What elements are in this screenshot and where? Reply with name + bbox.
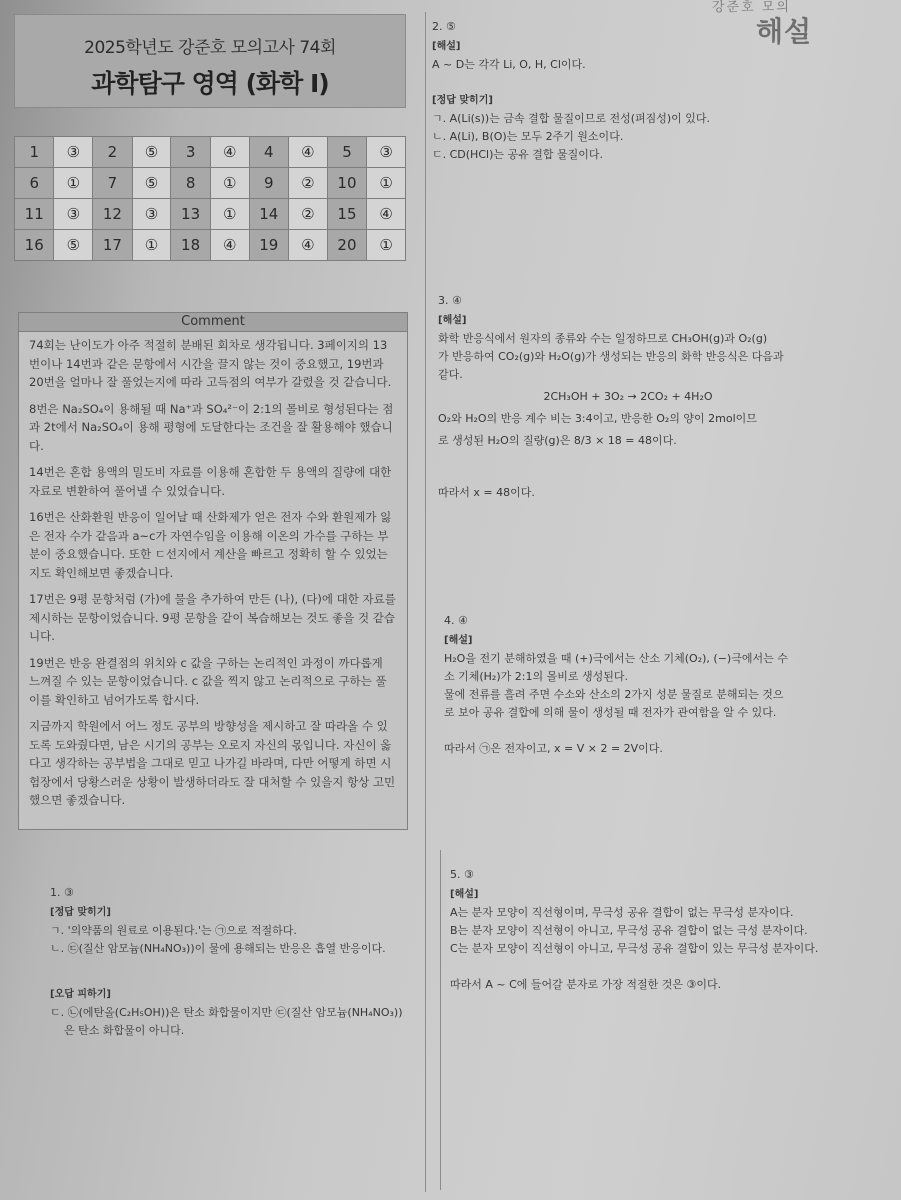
solution-line: 로 보아 공유 결합에 의해 물이 생성될 때 전자가 관여함을 알 수 있다.	[444, 706, 777, 719]
solution-line: A ~ D는 각각 Li, O, H, Cl이다.	[432, 58, 586, 71]
solution-conclusion: 따라서 A ~ C에 들어갈 분자로 가장 적절한 것은 ③이다.	[450, 978, 722, 991]
solution-number: 5. ③	[450, 868, 474, 881]
solution-line: A는 분자 모양이 직선형이며, 무극성 공유 결합이 없는 무극성 분자이다.	[450, 906, 794, 919]
subject-title: 과학탐구 영역 (화학 I)	[91, 69, 329, 98]
question-number-cell: 4	[249, 137, 288, 168]
solution-line: 소 기체(H₂)가 2:1의 몰비로 생성된다.	[444, 670, 628, 683]
answer-cell: ③	[132, 199, 171, 230]
answer-cell: ①	[210, 168, 249, 199]
answer-cell: ④	[367, 199, 406, 230]
comment-paragraph: 19번은 반응 완결점의 위치와 c 값을 구하는 논리적인 과정이 까다롭게 느껴질 수 있는 문항이었습니다. c 값을 찍지 않고 논리적으로 구하는 풀이를 확인하고 넘어가도록 합시다.	[29, 655, 387, 707]
question-number-cell: 12	[93, 199, 132, 230]
answer-cell: ③	[54, 137, 93, 168]
solution-conclusion: 따라서 x = 48이다.	[438, 486, 535, 499]
comment-title: Comment	[19, 313, 407, 332]
answer-cell: ①	[210, 199, 249, 230]
answer-cell: ①	[367, 230, 406, 261]
question-number-cell: 9	[249, 168, 288, 199]
answer-row	[15, 230, 406, 261]
solution-line: 은 탄소 화합물이 아니다.	[50, 1024, 185, 1037]
solution-line: 물에 전류를 흘려 주면 수소와 산소의 2가지 성분 물질로 분해되는 것으	[444, 688, 784, 701]
question-number-cell: 2	[93, 137, 132, 168]
solution-4	[444, 612, 824, 758]
solution-number: 4. ④	[444, 614, 468, 627]
question-number-cell: 14	[249, 199, 288, 230]
comment-paragraph: 14번은 혼합 용액의 밀도비 자료를 이용해 혼합한 두 용액의 질량에 대한 자료로 변환하여 풀어낼 수 있었습니다.	[29, 465, 392, 498]
solution-1	[50, 884, 420, 1040]
answer-cell: ⑤	[54, 230, 93, 261]
question-number-cell: 3	[171, 137, 210, 168]
exam-title: 2025학년도 강준호 모의고사 74회	[84, 38, 336, 58]
solution-line: ㄱ. '의약품의 원료로 이용된다.'는 ㉠으로 적절하다.	[50, 924, 297, 937]
question-number-cell: 6	[15, 168, 54, 199]
comment-paragraph: 지금까지 학원에서 어느 정도 공부의 방향성을 제시하고 잘 따라올 수 있도록 도와줬다면, 남은 시기의 공부는 오로지 자신의 몫입니다. 자신이 옳다고 생각하는 공부법을 그대로 믿고 나가길 바라며, 다만 어떻게 하면 시험장에서 당황스러운 상황이 발생하더라도 잘 대처할 수 있을지 항상 고민했으면 좋겠습니다.	[29, 719, 396, 807]
solution-line: 가 반응하여 CO₂(g)와 H₂O(g)가 생성되는 반응의 화학 반응식은 다음과	[438, 350, 784, 363]
solution-number: 3. ④	[438, 294, 462, 307]
left-column	[14, 14, 406, 261]
solution-line: ㄷ. CD(HCl)는 공유 결합 물질이다.	[432, 148, 603, 161]
question-number-cell: 15	[327, 199, 366, 230]
solution-conclusion: 따라서 ㉠은 전자이고, x = V × 2 = 2V이다.	[444, 742, 663, 755]
question-number-cell: 19	[249, 230, 288, 261]
answer-cell: ④	[289, 137, 328, 168]
question-number-cell: 1	[15, 137, 54, 168]
answer-cell: ③	[367, 137, 406, 168]
solution-2	[432, 18, 752, 164]
brand-subtitle: 강준호 모의	[712, 0, 791, 15]
solution-line: B는 분자 모양이 직선형이 아니고, 무극성 공유 결합이 없는 극성 분자이다.	[450, 924, 808, 937]
answer-row	[15, 199, 406, 230]
question-number-cell: 10	[327, 168, 366, 199]
question-number-cell: 17	[93, 230, 132, 261]
answer-cell: ①	[367, 168, 406, 199]
solution-line: ㄴ. ㉢(질산 암모늄(NH₄NO₃))이 물에 용해되는 반응은 흡열 반응이다.	[50, 942, 386, 955]
exam-header	[14, 14, 406, 108]
comment-paragraph: 74회는 난이도가 아주 적절히 분배된 회차로 생각됩니다. 3페이지의 13번이나 14번과 같은 문항에서 시간을 끌지 않는 것이 중요했고, 19번과 20번을 얼마나 잘 풀었는지에 따라 고득점의 여부가 갈렸을 것 같습니다.	[29, 338, 392, 389]
question-number-cell: 18	[171, 230, 210, 261]
question-number-cell: 20	[327, 230, 366, 261]
comment-paragraph: 8번은 Na₂SO₄이 용해될 때 Na⁺과 SO₄²⁻이 2:1의 몰비로 형성된다는 점과 2t에서 Na₂SO₄이 용해 평형에 도달한다는 조건을 잘 활용해야 했습니다.	[29, 401, 394, 453]
question-number-cell: 7	[93, 168, 132, 199]
answer-row	[15, 168, 406, 199]
solution-line: C는 분자 모양이 직선형이 아니고, 무극성 공유 결합이 있는 무극성 분자이다.	[450, 942, 819, 955]
solution-line: 같다.	[438, 368, 463, 381]
question-number-cell: 11	[15, 199, 54, 230]
solution-tag: [해설]	[444, 635, 473, 646]
answer-cell: ②	[289, 168, 328, 199]
answer-cell: ①	[132, 230, 171, 261]
answer-cell: ④	[210, 230, 249, 261]
comment-paragraph: 17번은 9평 문항처럼 (가)에 물을 추가하여 만든 (나), (다)에 대한 자료를 제시하는 문항이었습니다. 9평 문항을 같이 복습해보는 것도 좋을 것 같습니다.	[29, 592, 396, 643]
answer-cell: ④	[210, 137, 249, 168]
solution-line: H₂O을 전기 분해하였을 때 (+)극에서는 산소 기체(O₂), (−)극에서는 수	[444, 652, 788, 665]
solution-tag: [해설]	[438, 315, 467, 326]
answer-cell: ③	[54, 199, 93, 230]
solution-3	[438, 292, 818, 502]
question-number-cell: 13	[171, 199, 210, 230]
solution-tag: [오답 피하기]	[50, 989, 111, 1000]
column-divider-lower	[440, 850, 441, 1190]
solution-tag: [정답 맞히기]	[432, 95, 493, 106]
brand-title: 해설	[756, 15, 813, 48]
answer-cell: ⑤	[132, 168, 171, 199]
chemical-equation: 2CH₃OH + 3O₂ → 2CO₂ + 4H₂O	[543, 390, 713, 403]
answer-row	[15, 137, 406, 168]
solution-tag: [정답 맞히기]	[50, 907, 111, 918]
solution-5	[450, 866, 830, 994]
question-number-cell: 8	[171, 168, 210, 199]
answer-cell: ②	[289, 199, 328, 230]
solution-line: 화학 반응식에서 원자의 종류와 수는 일정하므로 CH₃OH(g)과 O₂(g)	[438, 332, 768, 345]
comment-box	[18, 312, 408, 830]
question-number-cell: 16	[15, 230, 54, 261]
answer-key-table	[14, 136, 406, 261]
solution-tag: [해설]	[432, 41, 461, 52]
solution-line: ㄱ. A(Li(s))는 금속 결합 물질이므로 전성(펴짐성)이 있다.	[432, 112, 711, 125]
solution-number: 1. ③	[50, 886, 74, 899]
question-number-cell: 5	[327, 137, 366, 168]
comment-paragraph: 16번은 산화환원 반응이 일어날 때 산화제가 얻은 전자 수와 환원제가 잃은 전자 수가 같음과 a~c가 자연수임을 이용해 이온의 가수를 구하는 부분이 중요했습니다. 또한 ㄷ선지에서 계산을 빠르고 정확히 할 수 있었는지도 확인해보면 좋겠습니다.	[29, 510, 392, 580]
solution-line: ㄴ. A(Li), B(O)는 모두 2주기 원소이다.	[432, 130, 624, 143]
solution-tag: [해설]	[450, 889, 479, 900]
solution-line: O₂와 H₂O의 반응 계수 비는 3:4이고, 반응한 O₂의 양이 2mol이므	[438, 412, 757, 425]
comment-body	[19, 332, 407, 810]
solution-number: 2. ⑤	[432, 20, 456, 33]
answer-cell: ⑤	[132, 137, 171, 168]
solution-line: ㄷ. ㉡(에탄올(C₂H₅OH))은 탄소 화합물이지만 ㉢(질산 암모늄(NH₄NO₃))	[50, 1006, 403, 1019]
column-divider	[425, 12, 426, 1192]
answer-cell: ①	[54, 168, 93, 199]
answer-cell: ④	[289, 230, 328, 261]
solution-line: 로 생성된 H₂O의 질량(g)은 8/3 × 18 = 48이다.	[438, 434, 677, 447]
